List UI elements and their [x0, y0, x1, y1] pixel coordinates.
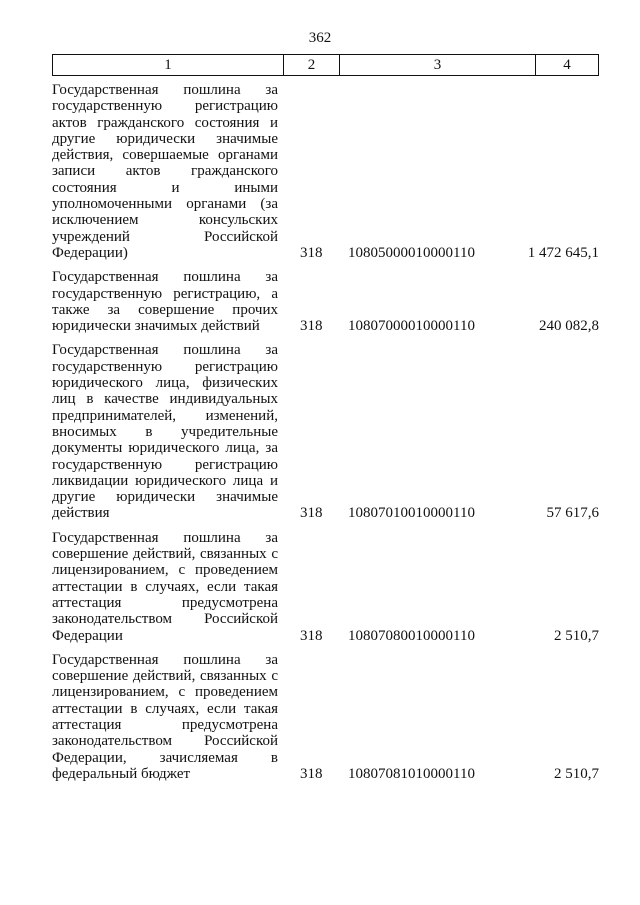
row-description: Государственная пошлина за совершение действий, связанных с лицензированием, с проведением аттестации в случаях, если такая аттестация предусмотрена законодательством Российской Федерации, зачисляемая в федеральный бюджет — [52, 651, 278, 782]
row-description: Государственная пошлина за совершение действий, связанных с лицензированием, с проведением аттестации в случаях, если такая аттестация предусмотрена законодательством Российской Федерации — [52, 529, 278, 644]
row-budget-code: 10807080010000110 — [348, 627, 475, 644]
table-row — [52, 269, 599, 334]
row-amount: 57 617,6 — [546, 505, 599, 522]
row-budget-code: 10807000010000110 — [348, 318, 475, 335]
row-admin-code: 318 — [300, 318, 323, 335]
table-header-col-2: 2 — [284, 55, 340, 75]
row-budget-code: 10805000010000110 — [348, 244, 475, 261]
row-amount: 2 510,7 — [554, 627, 599, 644]
table-row — [52, 652, 599, 782]
row-amount: 240 082,8 — [539, 318, 599, 335]
row-budget-code: 10807010010000110 — [348, 505, 475, 522]
table-row — [52, 530, 599, 644]
row-description: Государственная пошлина за государственную регистрацию актов гражданского состояния и другие юридически значимые действия, совершаемые органами записи актов гражданского состояния и иными уполномоченными органами (за исключением консульских учреждений Российской Федерации) — [52, 82, 278, 261]
row-admin-code: 318 — [300, 505, 323, 522]
row-admin-code: 318 — [300, 244, 323, 261]
table-header-col-1: 1 — [53, 55, 284, 75]
page-number: 362 — [308, 30, 332, 46]
row-amount: 2 510,7 — [554, 765, 599, 782]
table-header-col-3: 3 — [340, 55, 536, 75]
row-admin-code: 318 — [300, 627, 323, 644]
row-admin-code: 318 — [300, 765, 323, 782]
row-description: Государственная пошлина за государственную регистрацию юридического лица, физических лиц в качестве индивидуальных предпринимателей, изменений, вносимых в учредительные документы юридического лица, за государственную регистрацию ликвидации юридического лица и другие юридически значимые действия — [52, 342, 278, 522]
table-row — [52, 82, 599, 261]
table-header-row — [52, 54, 599, 76]
table-body — [52, 82, 599, 790]
row-description: Государственная пошлина за государственную регистрацию, а также за совершение прочих юридически значимых действий — [52, 269, 278, 335]
row-budget-code: 10807081010000110 — [348, 765, 475, 782]
row-amount: 1 472 645,1 — [527, 244, 599, 261]
table-header-col-4: 4 — [563, 57, 571, 73]
table-row — [52, 342, 599, 521]
